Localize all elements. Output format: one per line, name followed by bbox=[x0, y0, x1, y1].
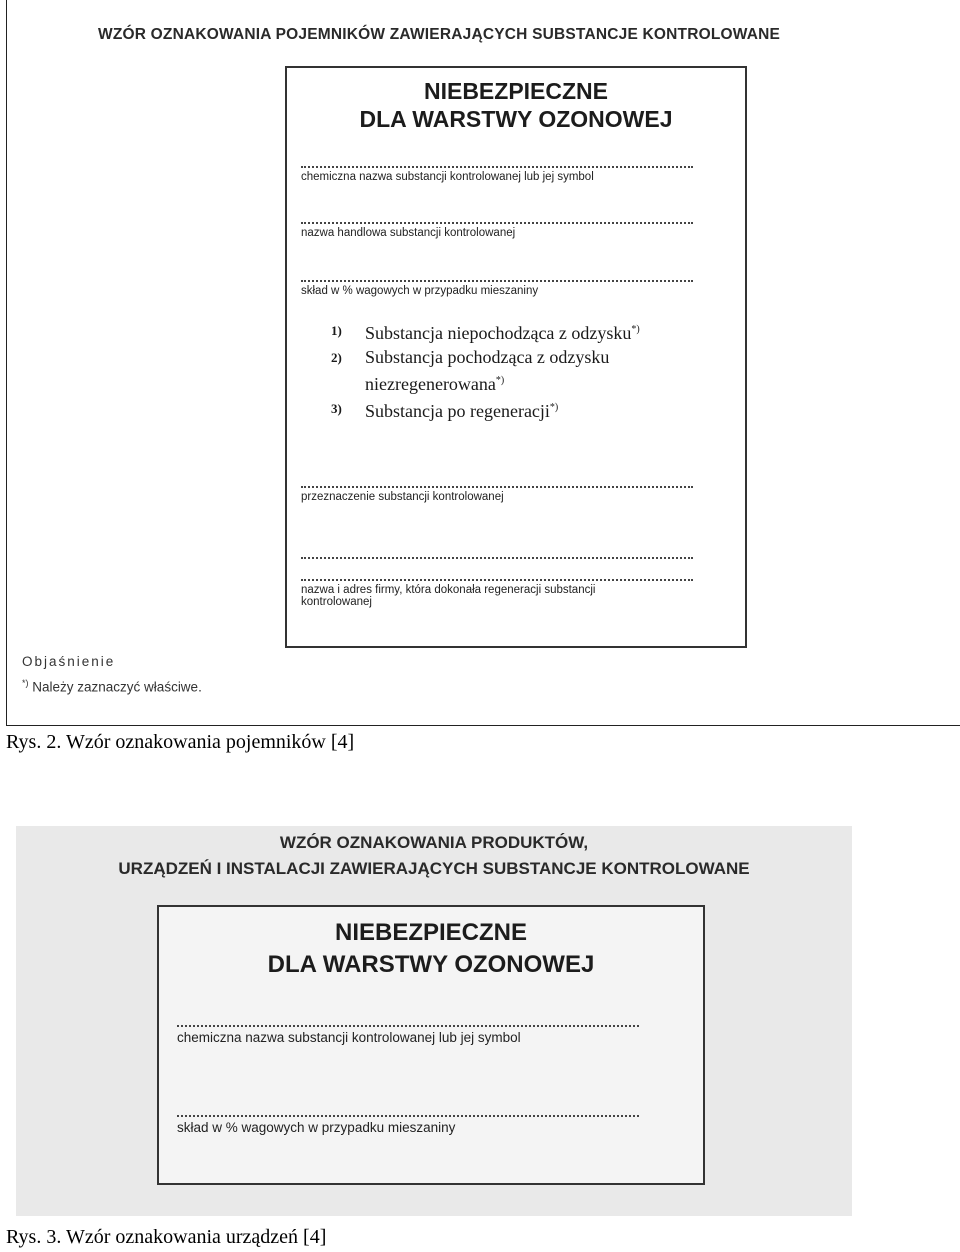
dotted-line bbox=[301, 280, 693, 282]
option-text: Substancja pochodząca z odzysku bbox=[365, 347, 610, 367]
field-label: chemiczna nazwa substancji kontrolowanej lub jej symbol bbox=[177, 1030, 521, 1045]
footnote-mark: *) bbox=[631, 324, 640, 335]
field-composition bbox=[177, 1115, 639, 1135]
field-label: nazwa handlowa substancji kontrolowanej bbox=[301, 227, 516, 239]
warning-heading bbox=[287, 78, 745, 133]
field-label: przeznaczenie substancji kontrolowanej bbox=[301, 491, 504, 503]
field-label: chemiczna nazwa substancji kontrolowanej lub jej symbol bbox=[301, 171, 594, 183]
warning-line-1: NIEBEZPIECZNE bbox=[334, 919, 528, 946]
option-item bbox=[331, 318, 731, 345]
dotted-line bbox=[301, 166, 693, 168]
warning-line-2: DLA WARSTWY OZONOWEJ bbox=[359, 105, 673, 132]
field-label: nazwa i adres firmy, która dokonała regeneracji substancji bbox=[301, 584, 596, 596]
field-chemical-name bbox=[301, 166, 693, 183]
footnote-mark: *) bbox=[549, 402, 559, 413]
option-number: 3) bbox=[331, 401, 342, 416]
container-label-box bbox=[285, 66, 747, 648]
note-title: Objaśnienie bbox=[22, 654, 116, 669]
option-text: Substancja po regeneracji bbox=[365, 401, 550, 421]
dotted-line bbox=[301, 486, 693, 488]
option-item bbox=[331, 345, 731, 396]
dotted-line bbox=[301, 222, 693, 224]
figure-2-title bbox=[16, 830, 852, 882]
warning-line-1: NIEBEZPIECZNE bbox=[423, 78, 609, 104]
option-text-continued: niezregenerowana bbox=[365, 374, 496, 394]
note-body: Należy zaznaczyć właściwe. bbox=[32, 679, 202, 695]
figure-2-title-line-1: WZÓR OZNAKOWANIA PRODUKTÓW, bbox=[279, 833, 589, 852]
warning-heading bbox=[159, 917, 703, 980]
field-purpose bbox=[301, 486, 693, 503]
figure-2-caption: Rys. 3. Wzór oznakowania urządzeń [4] bbox=[6, 1226, 327, 1248]
field-chemical-name bbox=[177, 1025, 639, 1045]
note-mark: *) bbox=[22, 678, 29, 688]
option-number: 2) bbox=[331, 350, 342, 365]
warning-line-2: DLA WARSTWY OZONOWEJ bbox=[267, 950, 595, 978]
footnote-mark: *) bbox=[495, 375, 505, 386]
field-company bbox=[301, 557, 693, 608]
field-label: skład w % wagowych w przypadku mieszaniny bbox=[301, 285, 539, 297]
dotted-line bbox=[177, 1025, 639, 1027]
figure-1-title: WZÓR OZNAKOWANIA POJEMNIKÓW ZAWIERAJĄCYCH SUBSTANCJE KONTROLOWANE bbox=[98, 26, 781, 43]
dotted-line bbox=[301, 557, 693, 559]
field-label: skład w % wagowych w przypadku mieszaniny bbox=[177, 1120, 456, 1135]
device-label-box bbox=[157, 905, 705, 1185]
substance-options bbox=[331, 318, 731, 423]
option-number: 1) bbox=[331, 323, 342, 338]
option-text: Substancja niepochodząca z odzysku bbox=[365, 323, 632, 343]
field-trade-name bbox=[301, 222, 693, 239]
field-composition bbox=[301, 280, 693, 297]
dotted-line bbox=[177, 1115, 639, 1117]
field-label: kontrolowanej bbox=[301, 596, 372, 608]
note-text bbox=[22, 678, 202, 695]
figure-2-title-line-2: URZĄDZEŃ I INSTALACJI ZAWIERAJĄCYCH SUBSTANCJE KONTROLOWANE bbox=[118, 859, 750, 878]
option-item bbox=[331, 396, 731, 423]
figure-1-caption: Rys. 2. Wzór oznakowania pojemników [4] bbox=[6, 731, 355, 753]
dotted-line bbox=[301, 579, 693, 581]
